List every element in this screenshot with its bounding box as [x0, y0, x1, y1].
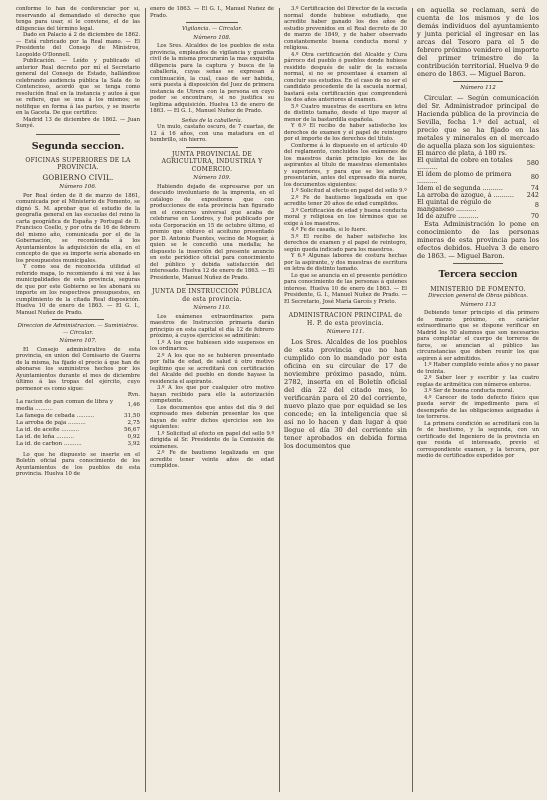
column-2	[150, 6, 274, 794]
office-heading: Vigilancia. — Circular.	[181, 26, 243, 32]
paragraph: Por Real órden de 8 de marzo de 1861, comunicada por el Ministerio de Fomento, se dignó S. M. aprobar que el estudio de la geografía general en las escuelas del reino la carta geográfica de España y Portugal de D. Francisco Coello, y por otra de 16 de febrero del mismo año, comunicada por el de la Gobernación, se recomienda á los Ayuntamientos la adquisición de ella, en el concepto de que su importe sería abonado en los presupuestos municipales.	[16, 192, 140, 264]
table-cell-value: 580	[526, 159, 539, 167]
table-row	[16, 427, 140, 434]
divider	[453, 263, 503, 264]
notice-number: Número 113	[460, 301, 496, 308]
office-heading: JUNTA PROVINCIAL DE AGRICULTURA, INDUSTRIA Y COMERCIO.	[161, 150, 263, 173]
notice-number: Número 112	[460, 85, 496, 91]
table-cell-value: 1,46	[127, 402, 140, 408]
paragraph: Los documentos que antes del día 9 del expresado mes deberán presentar los que hayan de sufrir dichos ejercicios son los siguientes:	[150, 404, 274, 430]
paragraph: 2.º Fe de bautismo legalizada en que acredite tener veinte años de edad cumplidos.	[150, 450, 274, 469]
paragraph: enero de 1863. — El G. I., Manuel Nuñez de Prado.	[150, 6, 274, 19]
paragraph: 3.º A los que por cualquier otro motivo hayan recibido para ello la autorización competente.	[150, 385, 274, 404]
office-heading: MINISTERIO DE FOMENTO.	[430, 285, 526, 293]
table-cell-value: 3,92	[127, 440, 140, 447]
paragraph: 1.º Solicitud al efecto en papel del sello 9.º dirigida al Sr. Presidente de la Comisión de exámenes.	[150, 430, 274, 450]
table-cell-value: 0,92	[127, 433, 140, 440]
table-row	[16, 420, 140, 427]
price-table	[16, 399, 140, 448]
column-rule	[145, 8, 146, 792]
paragraph: 5.º Cuatro muestras de escritura en letra de distinto tamaño, desde el tipo mayor al menor de la bastardilla española.	[284, 103, 407, 123]
paragraph: Habiendo dejado de expresarse por un descuido involuntario de la imprenta, en el catálogo de expositores que con producciones de esta provincia han figurado en el concurso universal que acaba de celebrarse en Londres, y fué publicado por esta Corporación en 15 de octubre último, el premio que obtuvo el aceituno presentado por D. Antonio Fuentes, vecino de Moguer, á quien se le concedió una medalla; he dispuesto la inserción del presente anuncio en este periódico oficial para conocimiento del público y debida satisfacción del interesado. Huelva 12 de enero de 1863. — El Presidente, Manuel Nuñez de Prado.	[150, 183, 274, 281]
paragraph: Y 6.º Algunas labores de costura hechas por la aspirante, y dos muestras de escritura en letra de distinto tamaño.	[284, 253, 407, 272]
divider	[453, 81, 503, 82]
table-row	[16, 399, 140, 413]
table-cell-value: 242	[526, 190, 539, 199]
paragraph: Los exámenes extraordinarios para maestros de Instrucción primaria darán principio en esta capital el día 12 de febrero próximo, á cuyos ejercicios se admitirán:	[150, 313, 274, 339]
paragraph: 2.º Fe de bautismo legalizada en que acredite tener 20 años de edad cumplidos.	[284, 194, 407, 207]
paragraph: Dado en Palacio á 2 de diciembre de 1862. — Está rubricado por la Real mano. — El Presidente del Consejo de Ministros, Leopoldo O'Donnell.	[16, 32, 140, 58]
paragraph: 4.º Otra certificación del Alcalde y Cura párroco del pueblo ó pueblos donde hubiese residido después de salir de la escuela normal, si no se presentase á examen al concluir sus estudios. En el caso de no ser el candidato procedente de la escuela normal, bastará esta certificación que comprenderá los dos años anteriores al examen.	[284, 51, 407, 103]
table-cell-label: El marco de plata, á 180 rs.	[417, 148, 507, 157]
table-cell-label: La id. de leña ..........	[16, 433, 75, 440]
notice-number: Número 107.	[59, 338, 97, 344]
paragraph: Publicación. — Leído y publicado el anterior Real decreto por mí el Secretario general del Consejo de Estado, hallándose celebrando audiencia pública la Sala de lo Contencioso, acordó que se tenga como resolución final en la instancia y autos á que se refiere, que se una á los mismos; se notifique en forma á las partes, y se inserte en la Gaceta. De que certifico:	[16, 58, 140, 116]
table-header: Rvn.	[127, 392, 140, 398]
table-cell-value: 8	[534, 201, 539, 209]
paragraph: conforme lo han de conferenciar por sí, reservando al demandado el derecho que tenga para usar, si le conviene, el de las diligencias del término legal.	[16, 6, 140, 32]
column-1	[16, 6, 140, 794]
section-heading: Segunda seccion.	[31, 140, 125, 152]
table-row	[417, 171, 539, 185]
paragraph: Y como sea de reconocida utilidad el referido mapa, lo recomiendo á mi vez á las municipalidades de esta provincia, seguras de que por este Gobierno se les abonará su importe en los respectivos presupuestos, en cumplimiento de la citada Real disposición. Huelva 10 de enero de 1863. — El G. I., Manuel Nuñez de Prado.	[16, 264, 140, 316]
table-cell-label: Id de azufre ..........	[417, 211, 479, 220]
table-cell-label: El ídem de plomo de primera ..........	[417, 169, 512, 185]
paragraph: Circular. — Según comunicación del Sr. Administrador principal de Hacienda pública de la provincia de Sevilla, fecha 1.º del actual, el precio que se ha fijado en las metales y minerales en el mercado de aquella plaza son los siguientes:	[417, 93, 539, 150]
column-4	[417, 6, 539, 794]
paragraph: Conforme á lo dispuesto en el artículo 40 del reglamento, concluidos los exámenes de los maestros darán principio los de las aspirantes al título de maestras elementales y superiores, y para que se les admita presentarán, antes del expresado día nueve, los documentos siguientes:	[284, 142, 407, 188]
paragraph: 4.º Fe de casada, si lo fuere.	[291, 227, 368, 233]
table-cell-label: La fanega de cebada ..........	[16, 412, 95, 419]
table-cell-label: Idem el de segunda ..........	[417, 183, 503, 192]
divider	[186, 284, 238, 285]
column-rule	[279, 8, 280, 792]
notice-number: Número 110.	[193, 305, 231, 311]
paragraph: 4.º Carecer de todo defecto físico que pueda servir de impedimento para el desempeño de las obligaciones asignadas á los torreros.	[417, 394, 539, 420]
table-row	[417, 157, 539, 171]
paragraph: Debiendo tener principio el día primero de marzo próximo, en carácter extraordinario que se dispone verificar en Madrid los 50 alumnos que son necesarios para completar el cuerpo de torreros de faros, se anuncian al público las circunstancias que deben reunir los que aspiren á ser admitidos.	[417, 310, 539, 362]
table-cell-label: El quintal de régulo de manganeso ..........	[417, 197, 492, 213]
office-heading: GOBIERNO CIVIL.	[42, 173, 114, 182]
divider	[52, 319, 104, 320]
table-cell-label: La arroba de paja ..........	[16, 419, 86, 426]
paragraph: 1.º Haber cumplido veinte años y no pasar de treinta.	[417, 362, 539, 375]
table-cell-value: 80	[530, 173, 539, 181]
notice-number: Número 109.	[193, 175, 231, 181]
office-heading: OFICINAS SUPERIORES DE LA PROVINCIA.	[25, 156, 131, 171]
section-heading: Tercera seccion	[438, 269, 518, 280]
paragraph: La primera condición se acreditará con la fe de bautismo, y la segunda, con un certificado del Ingeniero de la provincia en que resida el interesado, previo el correspondiente examen, y la tercera, por medio de certificados expedidos por	[417, 420, 539, 459]
paragraph: 2.º Saber leer y escribir y las cuatro reglas de aritmética con números enteros.	[417, 375, 539, 388]
table-row	[417, 199, 539, 213]
paragraph: Lo que he dispuesto se inserte en el Boletín oficial para conocimiento de los Ayuntamientos de los pueblos de esta provincia. Huelva 10 de	[16, 451, 140, 477]
table-cell-value: 31,50	[123, 412, 140, 419]
paragraph: Lo que se anuncia en el presente periódico para conocimiento de las personas á quienes interese. Huelva 10 de enero de 1863. — El Presidente, G. I., Manuel Nuñez de Prado. — El Secretario, José María Garcés y Prieto.	[284, 272, 407, 305]
paragraph: 2.º A los que no se hubieren presentado por falta de edad, de salud ú otro motivo legítimo que se acreditará con certificación del Alcalde del pueblo en donde hayase la residencia el aspirante.	[150, 352, 274, 385]
table-cell-label: El quintal de cobre en totales ..........	[417, 155, 513, 171]
paragraph: en aquella se reclaman, será de cuenta de los mismos y de los demás individuos del ayuntamiento y junta pericial el ingresar en las arcas del Tesoro para el 5 de febrero próximo venidero el importe del primer trimestre de la contribución territorial. Huelva 9 de enero de 1863. — Miguel Baron.	[417, 6, 539, 78]
table-cell-label: La id. de carbon ..........	[16, 440, 82, 447]
table-cell-value: 70	[530, 211, 539, 220]
divider	[320, 308, 371, 309]
office-heading: JUNTA DE INSTRUCCION PÚBLICA de esta provincia.	[152, 288, 272, 303]
table-row	[16, 441, 140, 448]
column-rule	[412, 8, 413, 792]
notice-number: Número 111.	[326, 329, 365, 335]
paragraph: 5.º El recibo de haber satisfecho los derechos de examen y el papel de reintegro, según queda indicado para los maestros.	[284, 233, 407, 253]
office-heading: ADMINISTRACION PRINCIPAL de H. P. de esta provincia.	[288, 312, 403, 327]
table-row	[417, 213, 539, 220]
office-heading: Señas de la caballería.	[181, 117, 243, 124]
divider	[186, 22, 238, 23]
paragraph: 1.º Solicitud al efecto en papel del sello 9.º	[291, 188, 407, 194]
table-cell-label: La id. de aceite ..........	[16, 426, 80, 433]
table-cell-label: La arroba de azogue, á ..........	[417, 190, 514, 199]
paragraph: Madrid 13 de diciembre de 1862. — Juan Sunyé.	[16, 116, 140, 129]
paragraph: 3.º Certificación de edad y buena conducta moral y religiosa en los términos que se exige á los maestros.	[284, 207, 407, 227]
paragraph: El Consejo administrativo de esta provincia, en union del Comisario de Guerra de la misma, ha fijado el precio á que han de abonarse los suministros hechos por los Ayuntamientos durante el mes de diciembre último á las tropas del ejército, cuyo pormenor es como sigue:	[16, 346, 140, 392]
table-cell-value: 56,67	[123, 426, 140, 433]
paragraph: 1.º A los que hubiesen sido suspensos en los ordinarios.	[150, 339, 274, 352]
office-heading: Direccion general de Obras públicas.	[428, 293, 528, 299]
paragraph: 3.º Ser de buena conducta moral.	[424, 388, 515, 394]
column-3	[284, 6, 407, 794]
table-cell-value	[527, 150, 539, 157]
table-row	[16, 413, 140, 420]
divider	[36, 134, 120, 135]
divider	[186, 147, 238, 148]
paragraph: Los Sres. Alcaldes de los pueblos de esta provincia, empleados de vigilancia y guardia civil de la misma procurarán la mas exquisita diligencia para la captura y busca de la caballería, cuyas señas se expresan á continuación, la cual, caso de ser habida, será puesta á disposición del Juez de primera instancia de Utrera con la persona en cuyo poder se encontrare, si no justifica su legítima adquisición. Huelva 13 de enero de 1863. — El G. I., Manuel Nuñez de Prado.	[150, 43, 274, 114]
paragraph: Los Sres. Alcaldes de los pueblos de esta provincia que no han cumplido con lo mandado por esta oficina en su circular de 17 de noviembre próximo pasado, núm. 2782, inserta en el Boletín oficial del día 22 del citado mes, lo verificarán para el 20 del corriente, nuevo plazo que por equidad se les concede; en la inteligencia que si así no lo hacen y dan lugar á que llegue el día 30 del corriente sin tener aprobados en debida forma los documentos que	[284, 337, 407, 450]
notice-number: Número 106.	[59, 184, 97, 190]
notice-number: Número 108.	[193, 34, 231, 41]
table-cell-value: 74	[530, 183, 539, 192]
paragraph: Esta Administración lo pone en conocimiento de las personas mineras de esta provincia para los efectos debidos. Huelva 3 de enero de 1863. — Miguel Baron.	[417, 219, 539, 260]
table-row	[16, 434, 140, 441]
paragraph: Y 6.º El recibo de haber satisfecho los derechos de examen y el papel de reintegro por el importe de los derechos del título.	[284, 123, 407, 142]
table-cell-value: 2,75	[127, 419, 140, 426]
office-heading: Direccion de Administracion. — Suministros. — Circular.	[17, 323, 139, 336]
price-table	[417, 150, 539, 220]
paragraph: Un mulo, castaño oscuro, de 7 cuartas, de 12 á 16 años, con una matadura en el hombrillo, sin hierro.	[150, 124, 274, 143]
paragraph: 3.º Certificación del Director de la escuela normal donde hubiese estudiado, que acredite haber ganado los dos años de estudio prevenidos en el Real decreto de 30 de marzo de 1849, y de haber observado constantemente buena conducta moral y religiosa.	[284, 6, 407, 51]
table-cell-label: La racion de pan comun de libra y media ..........	[16, 398, 114, 412]
